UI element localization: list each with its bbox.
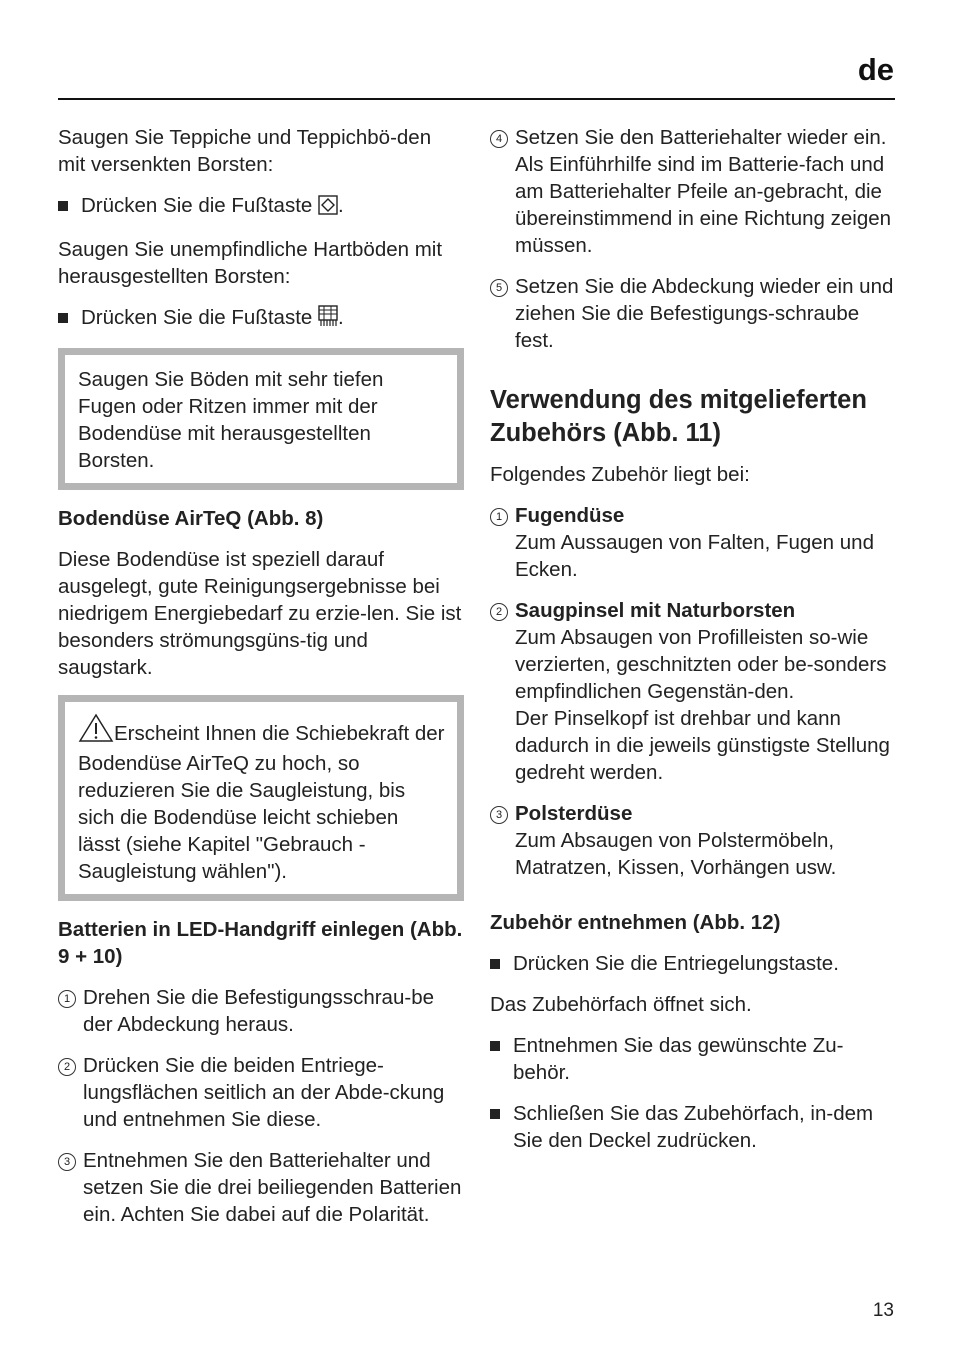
accessory-item bbox=[490, 502, 896, 583]
item-text: Zum Absaugen von Profilleisten so-wie verzierten, geschnitzten oder be-sonders empfindlichen Gegenstän-den. bbox=[515, 626, 887, 703]
note-text: Saugen Sie Böden mit sehr tiefen Fugen oder Ritzen immer mit der Bodendüse mit herausgestellten Borsten. bbox=[78, 368, 384, 472]
item-number: 1 bbox=[490, 508, 508, 526]
step-number: 1 bbox=[58, 990, 76, 1008]
warning-text: Erscheint Ihnen die Schiebekraft der Bodendüse AirTeQ zu hoch, so reduzieren Sie die Saugleistung, bis sich die Bodendüse leicht schieben lässt (siehe Kapitel "Gebrauch - Saugleistung wählen"). bbox=[78, 722, 445, 883]
language-code: de bbox=[857, 52, 894, 87]
step-text: Setzen Sie den Batteriehalter wieder ein. Als Einführhilfe sind im Batterie-fach und am Batteriehalter Pfeile an-gebracht, die übereinstimmend in eine Richtung zeigen müssen. bbox=[515, 126, 892, 257]
bullet-square bbox=[58, 192, 81, 222]
bullet-carpet-button: Drücken Sie die Fußtaste . bbox=[58, 192, 464, 222]
step-number: 2 bbox=[58, 1058, 76, 1076]
step-item bbox=[58, 1052, 464, 1133]
paragraph-opens: Das Zubehörfach öffnet sich. bbox=[490, 993, 752, 1016]
item-title: Polsterdüse bbox=[515, 802, 633, 825]
bullet-text: Drücken Sie die Entriegelungstaste. bbox=[513, 952, 839, 975]
step-item bbox=[58, 984, 464, 1038]
note-box bbox=[58, 348, 464, 490]
step-number: 4 bbox=[490, 130, 508, 148]
step-text: Setzen Sie die Abdeckung wieder ein und ziehen Sie die Befestigungs-schraube fest. bbox=[515, 275, 894, 352]
step-item bbox=[58, 1147, 464, 1228]
bullet-square bbox=[490, 1032, 513, 1086]
paragraph-included: Folgendes Zubehör liegt bei: bbox=[490, 463, 750, 486]
step-number: 3 bbox=[58, 1153, 76, 1171]
bullet-text: Drücken Sie die Fußtaste bbox=[81, 306, 313, 329]
item-text: Zum Aussaugen von Falten, Fugen und Ecken. bbox=[515, 531, 874, 581]
warning-triangle-icon bbox=[78, 713, 114, 750]
bullet-text: Drücken Sie die Fußtaste bbox=[81, 194, 313, 217]
item-number: 3 bbox=[490, 806, 508, 824]
carpet-footswitch-icon bbox=[318, 195, 338, 222]
step-item bbox=[490, 273, 896, 354]
bullet-text: Entnehmen Sie das gewünschte Zu-behör. bbox=[513, 1034, 844, 1084]
paragraph-carpets: Saugen Sie Teppiche und Teppichbö-den mit versenkten Borsten: bbox=[58, 126, 432, 176]
bullet-item bbox=[490, 950, 896, 977]
item-text-2: Der Pinselkopf ist drehbar und kann dadurch in die jeweils günstigste Stellung gedreht werden. bbox=[515, 707, 890, 784]
paragraph-airteq: Diese Bodendüse ist speziell darauf ausgelegt, gute Reinigungsergebnisse bei niedrigem Energiebedarf zu erzie-len. Sie ist besonders strömungsgüns-tig und saugstark. bbox=[58, 548, 462, 679]
warning-box bbox=[58, 695, 464, 901]
left-column bbox=[58, 124, 464, 1242]
step-text: Drehen Sie die Befestigungsschrau-be der Abdeckung heraus. bbox=[83, 986, 434, 1036]
heading-airteq: Bodendüse AirTeQ (Abb. 8) bbox=[58, 507, 324, 530]
item-number: 2 bbox=[490, 603, 508, 621]
item-title: Saugpinsel mit Naturborsten bbox=[515, 599, 796, 622]
hardfloor-footswitch-icon bbox=[318, 305, 338, 334]
page-number: 13 bbox=[872, 1300, 894, 1321]
step-text: Entnehmen Sie den Batteriehalter und setzen Sie die drei beiliegenden Batterien ein. Achten Sie dabei auf die Polarität. bbox=[83, 1149, 462, 1226]
heading-accessories: Verwendung des mitgelieferten Zubehörs (Abb. 11) bbox=[490, 386, 867, 447]
bullet-hardfloor-button: Drücken Sie die Fußtaste . bbox=[58, 304, 464, 334]
header-rule bbox=[58, 98, 895, 100]
bullet-square bbox=[490, 950, 513, 977]
right-column bbox=[490, 124, 896, 1168]
accessory-item bbox=[490, 597, 896, 786]
bullet-square bbox=[58, 304, 81, 334]
bullet-square bbox=[490, 1100, 513, 1154]
item-title: Fugendüse bbox=[515, 504, 625, 527]
bullet-item bbox=[490, 1032, 896, 1086]
bullet-text: Schließen Sie das Zubehörfach, in-dem Sie den Deckel zudrücken. bbox=[513, 1102, 874, 1152]
accessory-item bbox=[490, 800, 896, 881]
paragraph-hardfloors: Saugen Sie unempfindliche Hartböden mit herausgestellten Borsten: bbox=[58, 238, 443, 288]
heading-batteries: Batterien in LED-Handgriff einlegen (Abb. 9 + 10) bbox=[58, 918, 463, 968]
bullet-item bbox=[490, 1100, 896, 1154]
heading-remove-accessory: Zubehör entnehmen (Abb. 12) bbox=[490, 911, 781, 934]
step-item bbox=[490, 124, 896, 259]
item-text: Zum Absaugen von Polstermöbeln, Matratzen, Kissen, Vorhängen usw. bbox=[515, 829, 837, 879]
step-number: 5 bbox=[490, 279, 508, 297]
step-text: Drücken Sie die beiden Entriege-lungsflächen seitlich an der Abde-ckung und entnehmen Sie diese. bbox=[83, 1054, 445, 1131]
